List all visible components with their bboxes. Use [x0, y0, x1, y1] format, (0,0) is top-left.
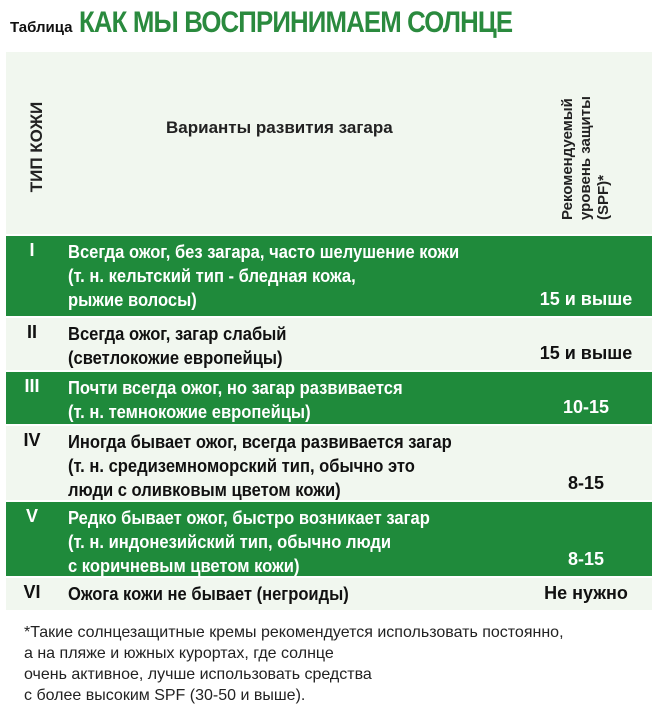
description-line: (светлокожие европейцы): [68, 348, 283, 368]
description-line: Редко бывает ожог, быстро возникает загар: [68, 508, 430, 528]
header-spf-line-1: Рекомендуемый: [559, 98, 576, 220]
table-row: [6, 370, 652, 424]
description-line: Ожога кожи не бывает (негроиды): [68, 584, 349, 604]
header-variants: Варианты развития загара: [166, 118, 393, 137]
description-line: Всегда ожог, загар слабый: [68, 324, 287, 344]
table-header: [6, 52, 652, 230]
spf-value: 15 и выше: [539, 343, 633, 363]
skin-type-number: VI: [23, 582, 41, 602]
spf-value: 8-15: [567, 473, 605, 493]
tan-description: [68, 506, 491, 578]
header-spf-line-2: уровень защиты: [577, 96, 594, 220]
header-skin-type-label: ТИП КОЖИ: [27, 101, 46, 193]
description-line: с коричневым цветом кожи): [68, 556, 300, 576]
skin-type-number: III: [24, 376, 40, 396]
page-title: КАК МЫ ВОСПРИНИМАЕМ СОЛНЦЕ: [78, 6, 512, 39]
description-line: Всегда ожог, без загара, часто шелушение кожи: [68, 242, 460, 262]
spf-value: Не нужно: [544, 583, 628, 603]
skin-type-number: II: [26, 322, 37, 342]
skin-type-number: I: [29, 240, 35, 260]
footnote-line: *Такие солнцезащитные кремы рекомендуется использовать постоянно,: [24, 624, 564, 641]
skin-type-number: V: [25, 506, 38, 526]
description-line: рыжие волосы): [68, 290, 197, 310]
description-line: Иногда бывает ожог, всегда развивается загар: [68, 432, 452, 452]
header-spf-label: [559, 60, 613, 220]
table-row: [6, 424, 652, 500]
tan-description: [68, 376, 491, 424]
footnote-line: с более высоким SPF (30-50 и выше).: [24, 687, 306, 704]
table-row: [6, 234, 652, 316]
header-spf-line-3: (SPF)*: [595, 175, 612, 220]
description-line: (т. н. кельтский тип - бледная кожа,: [68, 266, 356, 286]
spf-value: 15 и выше: [539, 289, 633, 309]
footnote: [24, 622, 654, 706]
spf-value: 10-15: [562, 397, 610, 417]
tan-description: [68, 430, 491, 502]
description-line: люди с оливковым цветом кожи): [68, 480, 341, 500]
header-spf: [546, 60, 626, 220]
description-line: (т. н. темнокожие европейцы): [68, 402, 311, 422]
table-body: [6, 234, 652, 610]
tan-description: [68, 322, 491, 370]
title-row: [10, 6, 582, 40]
header-skin-type: [22, 82, 52, 212]
footnote-line: очень активное, лучше использовать средства: [24, 666, 372, 683]
description-line: Почти всегда ожог, но загар развивается: [68, 378, 403, 398]
table-row: [6, 316, 652, 370]
table-row: [6, 576, 652, 610]
table-row: [6, 500, 652, 576]
title-prefix: Таблица: [10, 19, 73, 36]
spf-value: 8-15: [567, 549, 605, 569]
description-line: (т. н. средиземноморский тип, обычно это: [68, 456, 415, 476]
skin-type-number: IV: [23, 430, 41, 450]
tan-description: [68, 240, 491, 312]
sun-table: [6, 52, 652, 608]
tan-description: [68, 582, 491, 606]
description-line: (т. н. индонезийский тип, обычно люди: [68, 532, 392, 552]
footnote-line: а на пляже и южных курортах, где солнце: [24, 645, 334, 662]
